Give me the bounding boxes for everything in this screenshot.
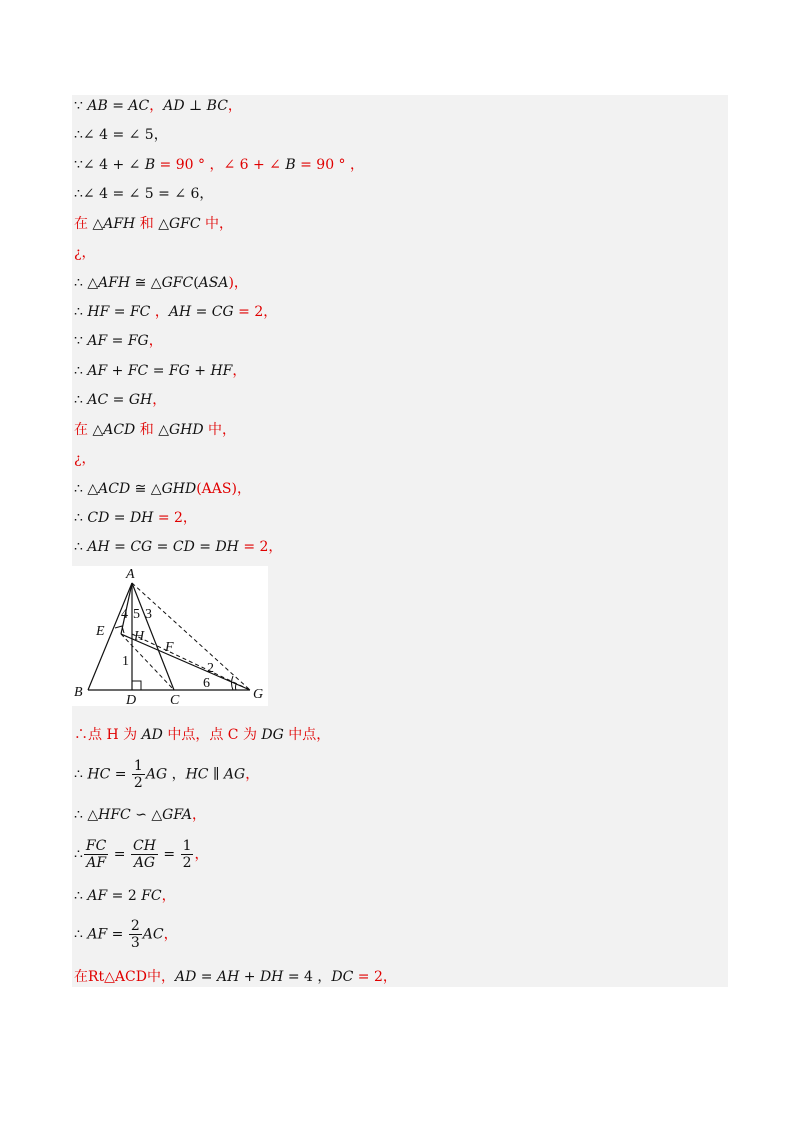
text-segment: ∴ xyxy=(74,392,88,408)
fraction-denominator: AF xyxy=(86,855,107,871)
math-var: HC xyxy=(185,766,209,783)
math-var: AD xyxy=(174,969,197,985)
math-var: AF xyxy=(87,363,108,379)
proof-line xyxy=(74,185,213,203)
text-segment: △ xyxy=(92,422,104,438)
text-segment: = 2， xyxy=(233,304,278,320)
math-var: AF xyxy=(87,333,108,349)
math-var: AD xyxy=(141,727,163,743)
text-segment: 在Rt△ACD中， xyxy=(74,969,175,985)
text-segment: = 2， xyxy=(153,510,197,526)
text-segment: = 2， xyxy=(353,969,397,985)
text-segment: ∴点 H 为 xyxy=(74,727,142,743)
math-var: HF xyxy=(87,304,110,320)
math-var: AF xyxy=(87,888,108,904)
text-segment: △ xyxy=(158,216,169,232)
math-var: AC xyxy=(142,926,164,943)
proof-line-midpoints xyxy=(74,726,330,744)
text-segment: = xyxy=(191,304,212,320)
label-E: E xyxy=(96,624,105,639)
text-segment: = 2， xyxy=(238,539,283,555)
text-segment: + xyxy=(189,363,211,379)
segment-AG-dashed xyxy=(132,583,250,690)
text-segment: 中， xyxy=(200,216,234,232)
math-var: DG xyxy=(261,727,284,743)
label-H: H xyxy=(134,629,145,644)
text-segment: (AAS)， xyxy=(196,481,251,497)
angle-label-4: 4 xyxy=(121,607,128,622)
geometry-figure xyxy=(72,566,268,706)
text-segment: ∴ xyxy=(74,888,88,904)
text-segment: = xyxy=(108,392,129,408)
proof-line xyxy=(74,391,166,409)
text-segment: = xyxy=(109,846,130,863)
proof-line xyxy=(74,332,163,350)
math-var: BC xyxy=(206,98,228,114)
math-var: FC xyxy=(141,888,162,904)
text-segment: ∽ △ xyxy=(130,807,163,823)
math-var: AH xyxy=(216,969,240,985)
fraction-denominator: 2 xyxy=(133,775,143,791)
text-segment: ⊥ xyxy=(184,98,207,114)
math-var: HF xyxy=(210,363,233,379)
text-segment: = xyxy=(148,363,169,379)
fraction xyxy=(132,758,145,791)
text-segment: = xyxy=(107,98,129,114)
text-segment: ， xyxy=(191,807,206,823)
math-var: GHD xyxy=(161,481,197,497)
text-segment: ， xyxy=(149,98,164,114)
math-var: AH xyxy=(87,539,110,555)
text-segment: ∵ xyxy=(74,333,88,349)
text-segment: = 90 ° ，∠ 6 + ∠ xyxy=(155,157,286,173)
proof-line-similar xyxy=(74,806,206,824)
fraction-numerator: 1 xyxy=(182,838,192,854)
triangle-diagram xyxy=(72,566,268,706)
text-segment: = xyxy=(158,846,180,863)
math-var: HFC xyxy=(98,807,131,823)
math-var: FC xyxy=(129,304,151,320)
proof-line xyxy=(74,97,242,115)
proof-line-hc-half-ag xyxy=(74,758,259,791)
text-segment: 在 xyxy=(74,422,93,438)
text-segment: ， xyxy=(152,392,167,408)
math-var: GHD xyxy=(168,422,204,438)
text-segment: ∴ xyxy=(74,846,83,863)
text-segment: ∴ △ xyxy=(74,481,99,497)
text-segment: = xyxy=(109,539,131,555)
math-var: AG xyxy=(223,766,246,783)
proof-line xyxy=(74,244,96,262)
text-segment: = xyxy=(110,766,131,783)
angle-label-2: 2 xyxy=(207,661,214,676)
fraction xyxy=(181,838,194,871)
text-segment: ， xyxy=(245,766,260,783)
math-var: B xyxy=(144,157,156,173)
math-var: ASA xyxy=(198,275,229,291)
fraction-numerator: 1 xyxy=(133,758,143,774)
text-segment: ∴ xyxy=(74,510,88,526)
proof-line xyxy=(74,362,246,380)
text-segment: 中， xyxy=(203,422,237,438)
text-segment: △ xyxy=(92,216,104,232)
fraction-numerator: 2 xyxy=(130,918,140,934)
text-segment: ∴∠ 4 = ∠ 5， xyxy=(74,127,168,143)
math-var: GFA xyxy=(162,807,192,823)
text-segment: ， xyxy=(163,926,178,943)
text-segment: ∴ xyxy=(74,926,88,943)
text-segment: = xyxy=(109,304,130,320)
text-segment: + xyxy=(239,969,260,985)
text-segment: ∴ xyxy=(74,363,88,379)
math-var: AF xyxy=(87,926,108,943)
text-segment: ( xyxy=(193,275,199,291)
fraction-denominator: 2 xyxy=(182,855,192,871)
math-var: AFH xyxy=(103,216,136,232)
proof-line xyxy=(74,274,248,292)
math-var: FC xyxy=(127,363,149,379)
text-segment: 中点， xyxy=(283,727,331,743)
text-segment: 和 xyxy=(135,422,159,438)
text-segment: ∥ xyxy=(208,766,224,783)
math-var: CG xyxy=(211,304,234,320)
math-var: DH xyxy=(215,539,239,555)
math-var: AD xyxy=(163,98,185,114)
proof-line xyxy=(74,450,96,468)
math-var: DH xyxy=(129,510,154,526)
math-var: AC xyxy=(87,392,109,408)
text-segment: ， xyxy=(161,888,176,904)
segment-HG-dashed xyxy=(132,634,250,690)
text-segment: + xyxy=(107,363,128,379)
angle-label-5: 5 xyxy=(133,607,140,622)
label-C: C xyxy=(170,693,180,706)
text-segment: △ xyxy=(158,422,169,438)
math-var: AH xyxy=(168,304,192,320)
math-var: B xyxy=(285,157,296,173)
text-segment: = xyxy=(194,539,216,555)
fraction xyxy=(129,918,142,951)
math-var: ACD xyxy=(98,481,131,497)
text-segment: ¿， xyxy=(74,245,96,261)
text-segment: = 90 ° ， xyxy=(295,157,365,173)
right-angle-D xyxy=(132,681,141,690)
text-segment: = xyxy=(152,539,173,555)
angle-label-6: 6 xyxy=(203,676,210,691)
text-segment: ， xyxy=(194,846,209,863)
angle-arc-G xyxy=(236,684,237,690)
text-segment: = xyxy=(107,926,128,943)
label-D: D xyxy=(126,693,137,706)
text-segment: = 4 ， xyxy=(283,969,332,985)
proof-line-af-two-thirds xyxy=(74,918,178,951)
proof-line-ratio xyxy=(74,838,208,871)
math-var: GH xyxy=(128,392,153,408)
text-segment: 和 xyxy=(135,216,159,232)
proof-line xyxy=(74,509,197,527)
math-var: FG xyxy=(127,333,149,349)
text-segment: )， xyxy=(228,275,248,291)
fraction xyxy=(84,838,108,871)
label-G: G xyxy=(253,687,264,702)
fraction-numerator: CH xyxy=(133,838,156,854)
text-segment: ， xyxy=(232,363,247,379)
text-segment: ， xyxy=(167,766,186,783)
angle-label-3: 3 xyxy=(145,607,152,622)
math-var: GFC xyxy=(161,275,194,291)
text-segment: ∴ xyxy=(74,539,88,555)
text-segment: ， xyxy=(227,98,242,114)
math-var: CD xyxy=(172,539,195,555)
math-var: GFC xyxy=(168,216,201,232)
proof-line-rt-acd xyxy=(74,968,397,986)
fraction-numerator: FC xyxy=(85,838,107,854)
text-segment: = 2 xyxy=(107,888,142,904)
text-segment: = xyxy=(107,333,128,349)
text-segment: = xyxy=(109,510,130,526)
text-segment: ∴ △ xyxy=(74,807,99,823)
text-segment: ∵∠ 4 + ∠ xyxy=(74,157,145,173)
text-segment: = xyxy=(196,969,217,985)
fraction-denominator: 3 xyxy=(130,935,140,951)
proof-line xyxy=(74,215,233,233)
proof-line xyxy=(74,480,251,498)
right-angle-E xyxy=(115,626,124,633)
text-segment: 中点，点 C 为 xyxy=(162,727,262,743)
proof-line xyxy=(74,538,282,556)
math-var: DC xyxy=(331,969,354,985)
text-segment: ∴ xyxy=(74,304,88,320)
angle-label-1: 1 xyxy=(122,654,129,669)
text-segment: ≅ △ xyxy=(130,481,162,497)
text-segment: ∴∠ 4 = ∠ 5 = ∠ 6， xyxy=(74,186,214,202)
math-var: ACD xyxy=(103,422,136,438)
math-var: AG xyxy=(145,766,168,783)
math-var: AFH xyxy=(98,275,131,291)
proof-line xyxy=(74,303,277,321)
text-segment: ， xyxy=(150,304,169,320)
fraction-denominator: AG xyxy=(133,855,156,871)
proof-line xyxy=(74,126,168,144)
label-A: A xyxy=(126,567,135,582)
text-segment: 在 xyxy=(74,216,93,232)
math-var: CG xyxy=(130,539,153,555)
text-segment: ∵ xyxy=(74,98,88,114)
text-segment: ¿， xyxy=(74,451,96,467)
math-var: AB xyxy=(87,98,108,114)
fraction xyxy=(131,838,158,871)
label-B: B xyxy=(74,685,83,700)
label-F: F xyxy=(165,640,174,655)
text-segment: ， xyxy=(148,333,163,349)
math-var: HC xyxy=(87,766,111,783)
proof-line-af-2fc xyxy=(74,887,176,905)
text-segment: ∴ △ xyxy=(74,275,99,291)
proof-line xyxy=(74,421,236,439)
math-var: AC xyxy=(128,98,150,114)
math-var: FG xyxy=(168,363,190,379)
proof-line xyxy=(74,156,364,174)
text-segment: ≅ △ xyxy=(130,275,162,291)
text-segment: ∴ xyxy=(74,766,88,783)
math-var: DH xyxy=(259,969,284,985)
math-var: CD xyxy=(87,510,110,526)
